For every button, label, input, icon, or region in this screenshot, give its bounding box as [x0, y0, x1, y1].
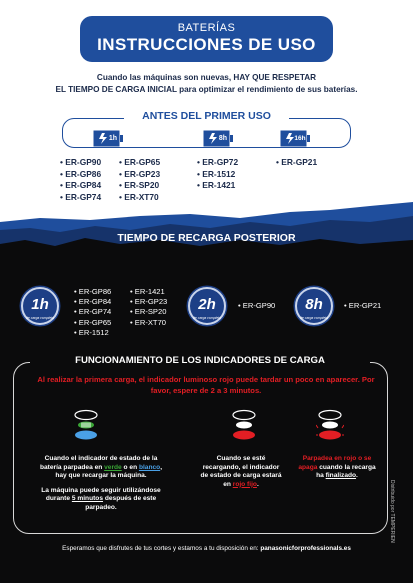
badge-caption-1h: de carga completa	[26, 316, 54, 320]
indicator-text-finished-b: .	[356, 472, 358, 480]
title-box	[80, 16, 333, 62]
list-item: • ER-XT70	[130, 318, 167, 328]
page-title: INSTRUCCIONES DE USO	[97, 35, 316, 54]
side-credit: Distribuido por TEMPERIEN	[389, 480, 395, 543]
list-item: • ER-SP20	[119, 180, 160, 192]
list-item: • ER-GP72	[197, 157, 238, 169]
badge-value-2h: 2h	[198, 296, 216, 313]
intro-line-2: EL TIEMPO DE CARGA INICIAL para optimizar el rendimiento de sus baterías.	[55, 85, 358, 94]
page-subtitle: BATERÍAS	[177, 22, 236, 34]
recharge-title: TIEMPO DE RECARGA POSTERIOR	[117, 232, 296, 244]
indicator-text-low-a: Cuando el indicador de estado de la batería parpadea en	[39, 455, 158, 471]
badge-value-1h: 1h	[31, 296, 49, 313]
led-blink-green-icon	[72, 408, 100, 442]
list-item: • ER-1512	[74, 328, 111, 338]
recharge-list-2	[238, 301, 275, 311]
recharge-list-1b	[130, 287, 167, 328]
led-finished-icon	[316, 408, 344, 442]
badge-1h	[21, 287, 59, 325]
footer	[0, 545, 413, 552]
first-use-list-3	[197, 157, 238, 192]
indicator-text-low-e: después de este parpadeo.	[85, 495, 157, 511]
list-item: • ER-GP23	[130, 297, 167, 307]
battery-icon-16h	[280, 130, 310, 147]
list-item: • ER-1421	[197, 180, 238, 192]
list-item: • ER-GP86	[74, 287, 111, 297]
list-item: • ER-1512	[197, 169, 238, 181]
list-item: • ER-GP21	[276, 157, 317, 169]
indicator-text-low-c: , hay que recargar la máquina.	[55, 463, 163, 480]
indicators-title: FUNCIONAMIENTO DE LOS INDICADORES DE CARGA	[30, 355, 370, 366]
list-item: • ER-GP74	[60, 192, 101, 204]
list-item: • ER-GP65	[74, 318, 111, 328]
badge-caption-8h: de carga completa	[300, 316, 328, 320]
led-charging-icon	[230, 408, 258, 442]
indicator-text-finished-done: finalizado	[325, 472, 357, 480]
list-item: • ER-GP84	[74, 297, 111, 307]
list-item: • ER-GP90	[60, 157, 101, 169]
indicator-text-charging	[200, 455, 282, 489]
recharge-list-3	[344, 301, 381, 311]
intro-line-1: Cuando las máquinas son nuevas, HAY QUE RESPETAR	[96, 73, 317, 82]
battery-icon-1h	[93, 130, 123, 147]
list-item: • ER-GP84	[60, 180, 101, 192]
first-use-list-4	[276, 157, 317, 169]
list-item: • ER-GP65	[119, 157, 160, 169]
indicator-text-charging-b: .	[256, 480, 259, 488]
recharge-list-1a	[74, 287, 111, 338]
indicator-text-finished	[296, 455, 378, 481]
indicator-text-low-blue: blanco	[138, 463, 161, 471]
indicator-text-low-d: La máquina puede seguir utilizándose durante	[41, 486, 161, 503]
list-item: • ER-1421	[130, 287, 167, 297]
badge-caption-2h: de carga completa	[193, 316, 221, 320]
indicator-text-charging-a: Cuando se esté recargando, el indicador de estado de carga estará en	[200, 455, 282, 488]
list-item: • ER-SP20	[130, 307, 167, 317]
indicator-text-low-green: verde	[104, 463, 122, 471]
indicator-text-charging-red: rojo fijo	[232, 480, 257, 488]
indicator-text-low	[36, 455, 166, 513]
indicator-text-low-b: o en	[121, 463, 139, 471]
badge-value-8h: 8h	[305, 296, 323, 313]
list-item: • ER-GP74	[74, 307, 111, 317]
indicators-warning: Al realizar la primera carga, el indicador luminoso rojo puede tardar un poco en aparecer. Por favor, espere de 2 a 3 minutos.	[37, 375, 375, 395]
battery-label-16h: 16h	[294, 135, 306, 142]
battery-label-8h: 8h	[218, 135, 228, 142]
indicator-text-low-minutes: 5 minutos	[71, 495, 103, 503]
battery-label-1h: 1h	[108, 135, 118, 142]
battery-icon-8h	[203, 130, 233, 147]
indicator-text-finished-a: cuando la recarga ha	[316, 463, 376, 480]
badge-2h	[188, 287, 226, 325]
indicator-text-finished-red: Parpadea en rojo o se apaga	[298, 455, 372, 471]
list-item: • ER-GP21	[344, 301, 381, 311]
footer-website-link[interactable]: panasonicforprofessionals.es	[260, 545, 351, 552]
first-use-label: ANTES DEL PRIMER USO	[124, 110, 289, 122]
badge-8h	[295, 287, 333, 325]
list-item: • ER-GP90	[238, 301, 275, 311]
footer-text: Esperamos que disfrutes de tus cortes y estamos a tu disposición en:	[62, 545, 261, 552]
list-item: • ER-XT70	[119, 192, 160, 204]
list-item: • ER-GP86	[60, 169, 101, 181]
list-item: • ER-GP23	[119, 169, 160, 181]
intro-text	[14, 72, 399, 96]
